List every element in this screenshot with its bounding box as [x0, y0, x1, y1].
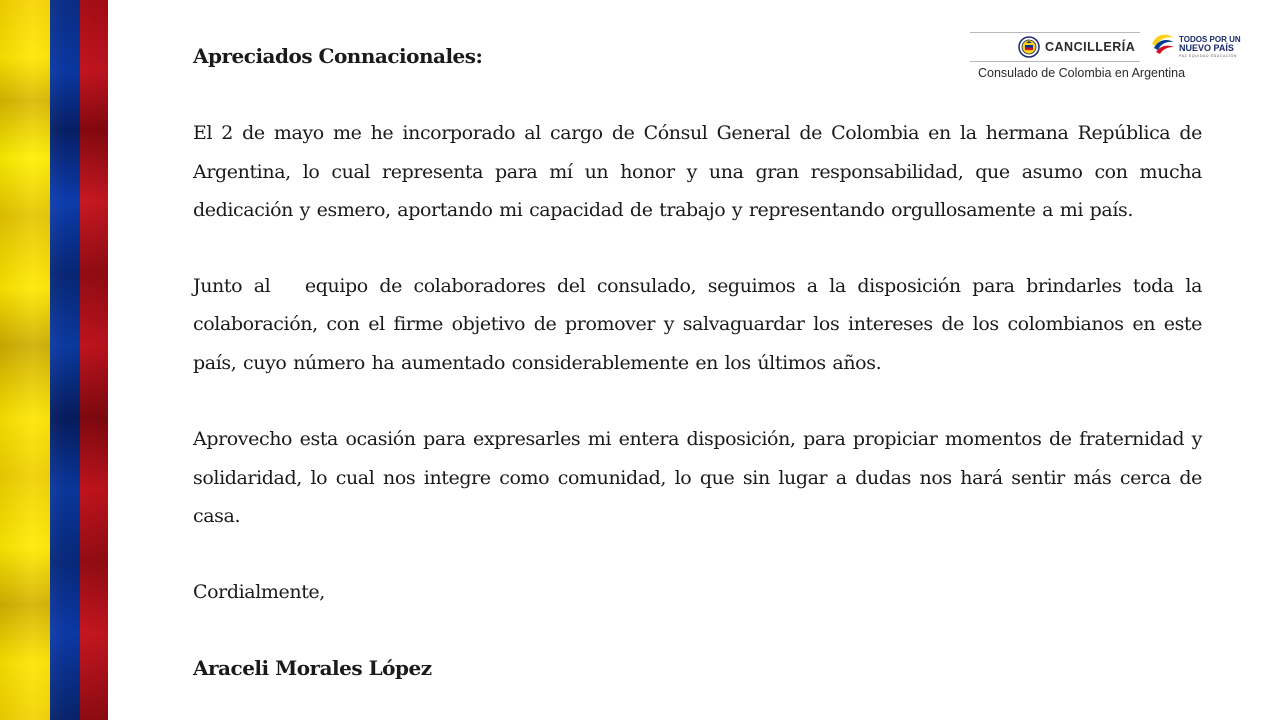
campaign-line-1: TODOS POR UN	[1179, 35, 1241, 44]
cancilleria-text: CANCILLERÍA	[1045, 40, 1136, 54]
letter-greeting: Apreciados Connacionales:	[193, 44, 483, 68]
campaign-line-2: NUEVO PAÍS	[1179, 43, 1234, 53]
letter-signature: Araceli Morales López	[193, 655, 432, 680]
campaign-subtitle: PAZ EQUIDAD EDUCACIÓN	[1179, 54, 1238, 58]
consulate-name: Consulado de Colombia en Argentina	[978, 66, 1186, 80]
letter-paragraph-3: Aprovecho esta ocasión para expresarles mi entera disposición, para propiciar momentos de fraternidad y solidaridad, lo cual nos integre como comunidad, lo que sin lugar a dudas nos hará sentir más cerca de casa.	[193, 428, 1202, 527]
letter-closing: Cordialmente,	[193, 580, 325, 603]
letter-paragraph-1: El 2 de mayo me he incorporado al cargo de Cónsul General de Colombia en la hermana República de Argentina, lo cual representa para mí un honor y una gran responsabilidad, que asumo con mucha dedicación y esmero, aportando mi capacidad de trabajo y representando orgullosamente a mi país.	[193, 122, 1202, 221]
flag-fold-shading	[0, 0, 108, 720]
colombia-flag-banner	[0, 0, 108, 720]
letter-paragraph-2: Junto al equipo de colaboradores del consulado, seguimos a la disposición para brindarles toda la colaboración, con el firme objetivo de promover y salvaguardar los intereses de los colombianos en este país, cuyo número ha aumentado considerablemente en los últimos años.	[193, 274, 1209, 374]
